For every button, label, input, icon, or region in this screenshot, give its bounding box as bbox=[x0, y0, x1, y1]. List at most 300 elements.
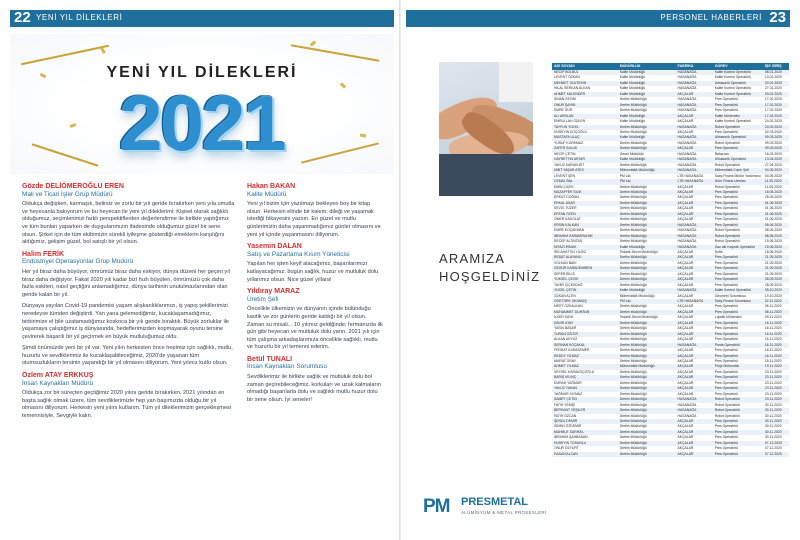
cell-position: Satış Finans Sorumlusu bbox=[713, 299, 763, 304]
cell-position: Kalite Kontrol Operatörü bbox=[713, 92, 763, 97]
cell-position: Satış Finans Müdür Yardımcısı bbox=[714, 173, 761, 178]
cell-name: HASAN ALCAN bbox=[552, 452, 618, 457]
cell-name: TAYFUN YÜCEL bbox=[552, 125, 618, 130]
cell-name: NECİP BOLBUL bbox=[552, 70, 618, 75]
cell-position: Pres Operatörü bbox=[713, 266, 763, 271]
cell-position: Kalite Mühendisi bbox=[713, 114, 763, 119]
cell-start-date: 09.03.2020 bbox=[763, 141, 789, 146]
cell-position: Kalite Kontrol Operatörü bbox=[713, 70, 763, 75]
cell-position: Geometri Sorumlusu bbox=[713, 294, 763, 299]
wish-paragraph: Dünyaya yayılan Covid-19 pandemisi yaşam alışkanlıklarımızı, iş yapış şekillerimizi neredeyse tümden değiştirdi. Yan yana gelemediğimiz, kucaklaşamadığımız, birbirimize el bile uzatamadığımız koskoca bir yılı geride bıraktık. Büyük zorluklar ile yaşamaya çalıştığımız iş dünyasında, hedeflerimizden kopmayarak oyunu tersine çevirerek başarılı bir yıl geçirmek en büyük mutluluğumuz oldu. bbox=[22, 303, 230, 340]
wish-paragraph: Öncelikle ülkemizin ve dünyanın içinde bulunduğu kaotik ve zor günlerin geride kaldığı bir yıl olsun. Zaman su misali... 10 yılımız geldiğinde; fermanızda ilk gün gibi heyecan ve mutluluk dolu yarın. 2021 yılı için tüm çalışma arkadaşlarımıza öncelikle sağlıklı, mutlu ve huzurlu bir yıl temenni ederim. bbox=[247, 306, 383, 351]
cell-position: Pres Operatörü bbox=[713, 103, 763, 108]
author-role: Kalite Müdürü bbox=[247, 190, 287, 198]
confetti bbox=[100, 47, 106, 54]
cell-plant: HASANAĞA bbox=[676, 408, 713, 413]
cell-department: Kalite Müdürlüğü bbox=[618, 70, 676, 75]
cell-start-date: 24.02.2020 bbox=[763, 119, 789, 124]
cell-start-date: 06.11.2020 bbox=[763, 304, 789, 309]
cell-position: Pres Operatörü bbox=[713, 441, 763, 446]
cell-department: Mühendislik Müdürlüğü bbox=[618, 168, 676, 173]
column-header-department: MÜDÜRLÜK bbox=[618, 63, 676, 70]
cell-start-date: 30.11.2020 bbox=[763, 430, 789, 435]
gold-streamer bbox=[291, 44, 380, 62]
cell-plant: AKÇALAR bbox=[676, 261, 713, 266]
cell-position: Pres Operatörü bbox=[713, 446, 763, 451]
cell-plant: HASANAĞA bbox=[676, 135, 713, 140]
right-page-number: 23 bbox=[769, 9, 786, 26]
cell-department: Üretim Müdürlüğü bbox=[618, 321, 676, 326]
cell-name: HÜSEYİN TOSUNLU bbox=[552, 441, 618, 446]
cell-position: Pres Operatörü bbox=[713, 392, 763, 397]
cell-position: Pres Operatörü bbox=[713, 419, 763, 424]
cell-position: Pres Operatörü bbox=[713, 348, 763, 353]
cell-start-date: 17.02.2020 bbox=[763, 103, 789, 108]
author-name: Yıldıray MARAZ bbox=[247, 288, 300, 296]
cell-start-date: 16.11.2020 bbox=[763, 326, 789, 331]
cell-plant: AKÇALAR bbox=[676, 185, 713, 190]
cell-department: Üretim Müdürlüğü bbox=[618, 206, 676, 211]
cell-plant: HASANAĞA bbox=[676, 125, 713, 130]
cell-position: Kalite Kontrol Operatörü bbox=[713, 119, 763, 124]
cell-start-date: 11.05.2020 bbox=[763, 179, 789, 184]
cell-department: Üretim Müdürlüğü bbox=[618, 337, 676, 342]
cell-plant: LTB HASANAĞA bbox=[676, 299, 713, 304]
cell-start-date: 21.09.2020 bbox=[763, 272, 789, 277]
cell-position: Pres Operatörü bbox=[713, 310, 763, 315]
cell-department: Üretim Müdürlüğü bbox=[618, 310, 676, 315]
cell-name: ALKAN AKYÜZ bbox=[552, 337, 618, 342]
logo-subtitle: ALÜMİNYUM & METAL PROSESLERİ bbox=[461, 510, 547, 515]
cell-start-date: 06.11.2020 bbox=[763, 310, 789, 315]
cell-start-date: 30.11.2020 bbox=[763, 424, 789, 429]
cell-plant: HASANAĞA bbox=[676, 70, 713, 75]
cell-name: ERKAL ASAR bbox=[552, 201, 618, 206]
table-body bbox=[552, 70, 789, 457]
cell-department: Üretim Müdürlüğü bbox=[618, 332, 676, 337]
cell-position: Pres Operatörü bbox=[713, 272, 763, 277]
cell-start-date: 23.11.2020 bbox=[763, 386, 789, 391]
column-header-plant: FABRİKA bbox=[676, 63, 713, 70]
cell-plant: HASANAĞA bbox=[676, 108, 713, 113]
cell-start-date: 16.11.2020 bbox=[763, 354, 789, 359]
cell-position: Proje Mühendisi bbox=[713, 364, 763, 369]
cell-name: NECİP ÇETİN bbox=[552, 152, 618, 157]
cell-start-date: 23.11.2020 bbox=[763, 375, 789, 380]
cell-position: Pres Operatörü bbox=[713, 277, 763, 282]
wish-paragraph: Her yıl biraz daha büyüyor, ömrümüz biraz daha eskiyor, dünya düzeni her geçen yıl biraz daha değişiyor. Fakat 2020 yılı kadar bizi hızlı büyüten, ömrümüzü çok daha fazla eskiten, nasıl geçtiğini anlamadığımız, dünya tarihinin unutulmazlarından olan geride kalan bir yıl. bbox=[22, 268, 231, 298]
cell-department: Üretim Müdürlüğü bbox=[618, 392, 676, 397]
cell-position: Robot Operatörü bbox=[713, 163, 763, 168]
cell-start-date: 19.10.2020 bbox=[763, 294, 789, 299]
cell-start-date: 30.11.2020 bbox=[763, 419, 789, 424]
cell-plant: AKÇALAR bbox=[676, 255, 713, 260]
cell-department: Üretim Müdürlüğü bbox=[618, 359, 676, 364]
cell-name: MUSTAFA ULUÇ bbox=[552, 135, 618, 140]
cell-plant: AKÇALAR bbox=[676, 386, 713, 391]
cell-name: AHMET KALENDER bbox=[552, 92, 618, 97]
cell-name: REDDY YILMAZ bbox=[552, 354, 618, 359]
cell-start-date: 16.03.2020 bbox=[763, 152, 789, 157]
cell-plant: HASANAĞA bbox=[676, 97, 713, 102]
cell-position: Ultrasonik Operatörü bbox=[713, 81, 763, 86]
cell-plant: AKÇALAR bbox=[676, 430, 713, 435]
cell-start-date: 02.03.2020 bbox=[763, 130, 789, 135]
wish-block bbox=[247, 356, 385, 405]
cell-name: TURAN ÖZLER bbox=[552, 332, 618, 337]
cell-position: Robot Operatörü bbox=[713, 403, 763, 408]
cell-plant: AKÇALAR bbox=[676, 326, 713, 331]
right-page bbox=[401, 0, 800, 540]
cell-name: ERKUT DOĞAN bbox=[552, 195, 618, 200]
cell-position: Pres Operatörü bbox=[713, 206, 763, 211]
cell-position: Şoför bbox=[713, 250, 763, 255]
cell-department: Üretim Müdürlüğü bbox=[618, 190, 676, 195]
cell-department: Üretim Müdürlüğü bbox=[618, 103, 676, 108]
cell-position: Robot Operatörü bbox=[713, 228, 763, 233]
cell-plant: HASANAĞA bbox=[676, 157, 713, 162]
cell-position: Pres Operatörü bbox=[713, 97, 763, 102]
left-page-number: 22 bbox=[14, 9, 31, 26]
cell-department: Tedarik Zinciri Müdürlüğü bbox=[618, 250, 676, 255]
cell-plant: HASANAĞA bbox=[676, 414, 713, 419]
cell-department: Üretim Müdürlüğü bbox=[618, 403, 676, 408]
gold-streamer bbox=[21, 45, 109, 66]
cell-plant: AKÇALAR bbox=[676, 130, 713, 135]
author-role: Endüstriyel Operasyonlar Grup Müdürü bbox=[22, 258, 134, 266]
cell-department: Üretim Müdürlüğü bbox=[618, 261, 676, 266]
cell-start-date: 19.11.2020 bbox=[763, 364, 789, 369]
cell-name: RECEP ALTINTAŞ bbox=[552, 239, 618, 244]
cell-department: Üretim Müdürlüğü bbox=[618, 283, 676, 288]
cell-position: Robot Operatörü bbox=[713, 239, 763, 244]
presmetal-logo bbox=[423, 494, 563, 524]
cell-start-date: 18.05.2020 bbox=[763, 190, 789, 195]
cell-department: Üretim Müdürlüğü bbox=[618, 125, 676, 130]
wish-paragraph: Oldukça değişken, karmaşık, belirsiz ve zorlu bir yılı geride bırakırken yeni yıla umutla ve heyecanla bakıyorum ve bu heyecan ile yeni yıl dileklerimi; Kişisel olarak sağlıklı olduğumuz, seçimlerimizi farklı perspektiflerden değerlendirme ile birlikte yaptığımız ve tüm bunları yaparken de duygularımızın ifadesinde olduğumuz güzel bir sene olsun. Şirket için de tüm ekibimizin sürekli iyileşme gösterdiği emeklerin karşılığını aldığımız, gelişim güzel, bol satışlı bir yıl olsun. bbox=[22, 201, 235, 246]
cell-plant: LTB HASANAĞA bbox=[676, 174, 713, 179]
cell-plant: AKÇALAR bbox=[676, 419, 713, 424]
cell-position: Pres Operatörü bbox=[713, 381, 763, 386]
hero-title: YENİ YIL DİLEKLERİ bbox=[106, 64, 298, 81]
cell-position: Robot Operatörü bbox=[713, 185, 763, 190]
cell-department: Üretim Müdürlüğü bbox=[618, 424, 676, 429]
cell-start-date: 30.11.2020 bbox=[763, 414, 789, 419]
cell-name: VEYSEL KARAKOÇOĞLU bbox=[552, 370, 618, 375]
cell-department: Tedarik Zinciri Müdürlüğü bbox=[618, 315, 676, 320]
cell-position: Pres Operatörü bbox=[713, 435, 763, 440]
cell-start-date: 02.11.2020 bbox=[763, 299, 789, 304]
cell-start-date: 30.11.2020 bbox=[763, 435, 789, 440]
cell-start-date: 23.11.2020 bbox=[763, 392, 789, 397]
logo-mark: PM bbox=[423, 496, 450, 517]
cell-name: YAVUZ YAKAN bbox=[552, 386, 618, 391]
cell-department: Üretim Müdürlüğü bbox=[618, 217, 676, 222]
cell-name: HÜSEYİN KOÇOĞLU bbox=[552, 130, 618, 135]
cell-department: Üretim Müdürlüğü bbox=[618, 108, 676, 113]
cell-start-date: 08.01.2020 bbox=[763, 70, 789, 75]
cell-position: Pres Operatörü bbox=[713, 108, 763, 113]
cell-plant: HASANAĞA bbox=[676, 403, 713, 408]
cell-plant: AKÇALAR bbox=[676, 348, 713, 353]
cell-position: Punta Operatörü bbox=[713, 343, 763, 348]
wish-block bbox=[247, 183, 385, 239]
cell-plant: HASANAĞA bbox=[676, 397, 713, 402]
wish-block bbox=[247, 288, 385, 352]
cell-department: Kalite Müdürlüğü bbox=[618, 135, 676, 140]
sleeve-shape bbox=[499, 62, 533, 102]
cell-plant: AKÇALAR bbox=[676, 250, 713, 255]
cell-name: HİLAL SERKAN ALKAN bbox=[552, 86, 618, 91]
cell-plant: HASANAĞA bbox=[676, 152, 713, 157]
cell-plant: HASANAĞA bbox=[676, 234, 713, 239]
cell-start-date: 21.09.2020 bbox=[763, 266, 789, 271]
cell-position: Pres Operatörü bbox=[713, 359, 763, 364]
cell-plant: HASANAĞA bbox=[676, 343, 713, 348]
cell-name: AHMET YILMAZ bbox=[552, 364, 618, 369]
cell-plant: HASANAĞA bbox=[676, 141, 713, 146]
cell-name: YASİN BAŞAR bbox=[552, 326, 618, 331]
cell-start-date: 01.06.2020 bbox=[763, 201, 789, 206]
cell-department: Genel Müdürlük bbox=[618, 152, 676, 157]
cell-plant: AKÇALAR bbox=[676, 370, 713, 375]
cell-position: Pres Operatörü bbox=[713, 354, 763, 359]
cell-start-date: 04.05.2020 bbox=[763, 168, 789, 173]
left-column bbox=[22, 180, 236, 425]
author-name: Betül TUNALI bbox=[247, 355, 293, 363]
wish-block bbox=[22, 372, 236, 421]
cell-plant: HASANAĞA bbox=[676, 75, 713, 80]
cell-department: Üretim Müdürlüğü bbox=[618, 408, 676, 413]
cell-position: Pres Operatörü bbox=[713, 370, 763, 375]
cell-position: Pres Operatörü bbox=[713, 375, 763, 380]
cell-start-date: 25.05.2020 bbox=[763, 195, 789, 200]
cell-position: Pres Operatörü bbox=[713, 321, 763, 326]
cell-department: Üretim Müdürlüğü bbox=[618, 255, 676, 260]
cell-position: Pres Operatörü bbox=[713, 304, 763, 309]
author-name: Yasemin DALAN bbox=[247, 243, 302, 251]
cell-name: YAĞMUR KIYMAZ bbox=[552, 392, 618, 397]
cell-plant: HASANAĞA bbox=[676, 168, 713, 173]
cell-plant: AKÇALAR bbox=[676, 294, 713, 299]
cell-plant: AKÇALAR bbox=[676, 277, 713, 282]
author-name: Gözde DELİÖMEROĞLU EREN bbox=[22, 183, 124, 190]
cell-position: Pres Operatörü bbox=[713, 326, 763, 331]
cell-department: Üretim Müdürlüğü bbox=[618, 326, 676, 331]
cell-start-date: 08.06.2020 bbox=[763, 234, 789, 239]
cell-department: Kalite Müdürlüğü bbox=[618, 81, 676, 86]
cell-start-date: 20.01.2020 bbox=[763, 81, 789, 86]
cell-department: Kalite Müdürlüğü bbox=[618, 114, 676, 119]
cell-department: Kalite Müdürlüğü bbox=[618, 119, 676, 124]
author-name: Özlem ATAY ERKKUŞ bbox=[22, 372, 94, 380]
cell-plant: AKÇALAR bbox=[676, 119, 713, 124]
cell-start-date: 04.05.2020 bbox=[763, 174, 789, 179]
cell-plant: AKÇALAR bbox=[676, 266, 713, 271]
cell-department: Üretim Müdürlüğü bbox=[618, 272, 676, 277]
author-role: İnsan Kaynakları Sorumlusu bbox=[247, 363, 327, 371]
cell-name: ÖMER KADOLAT bbox=[552, 217, 618, 222]
cell-name: EMRE GÜR bbox=[552, 108, 618, 113]
cell-name: REŞAT ALAYANLI bbox=[552, 255, 618, 260]
cell-department: Üretim Müdürlüğü bbox=[618, 223, 676, 228]
cell-name: ONUR ÖZYURT bbox=[552, 446, 618, 451]
cell-name: MUZAFFER SİLİK bbox=[552, 190, 618, 195]
cell-name: ONUR ŞAHİN bbox=[552, 103, 618, 108]
cell-start-date: 03.02.2020 bbox=[763, 92, 789, 97]
cell-position: Ultrasonik Operatörü bbox=[713, 157, 763, 162]
cell-plant: AKÇALAR bbox=[676, 217, 713, 222]
cell-name: SEFER BİLGİ bbox=[552, 272, 618, 277]
cell-department: PM Ltd. bbox=[618, 174, 676, 179]
cell-name: YÜCEL ÇETİN bbox=[552, 288, 618, 293]
cell-name: İBRAHİM KARAİBRAHİM bbox=[552, 234, 618, 239]
cell-name: FATİH YEMİŞ bbox=[552, 403, 618, 408]
cell-department: Üretim Müdürlüğü bbox=[618, 146, 676, 151]
cell-position: Pres Operatörü bbox=[713, 424, 763, 429]
cell-start-date: 09.03.2020 bbox=[763, 135, 789, 140]
cell-position: Kalite Kontrol Operatörü bbox=[713, 75, 763, 80]
cell-department: Kalite Müdürlüğü bbox=[618, 86, 676, 91]
cell-department: Üretim Müdürlüğü bbox=[618, 381, 676, 386]
cell-name: SEVGİ TÜZER bbox=[552, 206, 618, 211]
wish-block bbox=[22, 251, 236, 368]
cell-plant: AKÇALAR bbox=[676, 272, 713, 277]
cell-position: Robot Operatörü bbox=[713, 408, 763, 413]
cell-department: PM Ltd. bbox=[618, 299, 676, 304]
cell-plant: AKÇALAR bbox=[676, 446, 713, 451]
cell-department: Üretim Müdürlüğü bbox=[618, 277, 676, 282]
cell-position: Pres Operatörü bbox=[713, 190, 763, 195]
cell-plant: AKÇALAR bbox=[676, 321, 713, 326]
cell-department: Mühendislik Müdürlüğü bbox=[618, 294, 676, 299]
cell-department: Üretim Müdürlüğü bbox=[618, 435, 676, 440]
cell-plant: HASANAĞA bbox=[676, 228, 713, 233]
cell-department: PM Ltd. bbox=[618, 179, 676, 184]
cell-name: SAMET ÇETİN bbox=[552, 397, 618, 402]
cell-start-date: 30.11.2020 bbox=[763, 408, 789, 413]
cell-name: FERHAT KARASEMER bbox=[552, 348, 618, 353]
cell-plant: AKÇALAR bbox=[676, 310, 713, 315]
wish-paragraph: Şimdi önümüzde yeni bir yıl var. Yeni yılın herkesten önce hepimiz için sağlıklı, mutlu, huzurlu ve sevdiklerimiz ile kucaklaşabileceğimiz, 2020'de yaşanan tüm olumsuzlukların tersinin yaşandığı bir yıl olmasını diliyorum. Yeni yılınız kutlu olsun. bbox=[22, 345, 233, 367]
cell-position: Pres Operatörü bbox=[713, 452, 763, 457]
cell-start-date: 23.11.2020 bbox=[763, 397, 789, 402]
cell-start-date: 17.02.2020 bbox=[763, 108, 789, 113]
wish-block bbox=[22, 183, 236, 247]
cell-department: Üretim Müdürlüğü bbox=[618, 452, 676, 457]
cell-plant: AKÇALAR bbox=[676, 146, 713, 151]
cell-department: Üretim Müdürlüğü bbox=[618, 375, 676, 380]
cell-position: Robot Operatörü bbox=[713, 414, 763, 419]
cell-department: Üretim Müdürlüğü bbox=[618, 446, 676, 451]
cell-position: Pres Operatörü bbox=[713, 386, 763, 391]
cell-start-date: 01.06.2020 bbox=[763, 217, 789, 222]
cell-start-date: 16.11.2020 bbox=[763, 343, 789, 348]
right-column bbox=[247, 180, 385, 408]
cell-start-date: 07.12.2020 bbox=[763, 446, 789, 451]
sleeve-shape bbox=[439, 154, 533, 196]
cell-start-date: 15.06.2020 bbox=[763, 250, 789, 255]
cell-position: Robot Operatörü bbox=[713, 125, 763, 130]
cell-start-date: 08.06.2020 bbox=[763, 223, 789, 228]
author-name: Halim FERİK bbox=[22, 250, 65, 258]
cell-plant: AKÇALAR bbox=[676, 337, 713, 342]
cell-name: ERSİN KALKAN bbox=[552, 223, 618, 228]
author-role: İnsan Kaynakları Müdürü bbox=[22, 379, 94, 387]
cell-start-date: 17.02.2020 bbox=[763, 97, 789, 102]
cell-plant: AKÇALAR bbox=[676, 375, 713, 380]
wish-paragraph: Yeni yıl bizim için yazılmayı bekleyen boş bir kitap olsun. Herkesin elinde bir kalem; dileği ve yaşamak istediği hikayesini yazsın. En güzel ve mutlu günlerimizin daha yaşanmadığımız günler olmasını ve yeni yıl içinde yaşanmasını diliyorum. bbox=[247, 201, 381, 238]
wish-paragraph: Sevdiklerimiz ile birlikte sağlık ve mutluluk dolu bol zaman geçirebileceğimiz, korkuları ve uzak kalmaların olmadığı başarılarla dolu ve sağlıklı mutlu huzur dolu bir sene olsun. İyi seneler! bbox=[247, 374, 381, 403]
author-role: Üretim Şefi bbox=[247, 295, 279, 303]
cell-department: Üretim Müdürlüğü bbox=[618, 195, 676, 200]
table-header-row bbox=[552, 63, 789, 70]
cell-position: Robot Operatörü bbox=[713, 234, 763, 239]
cell-name: YUSUF KORKMAZ bbox=[552, 141, 618, 146]
cell-start-date: 18.11.2020 bbox=[763, 359, 789, 364]
cell-position: Pres Operatörü bbox=[713, 223, 763, 228]
cell-name: EMRAH YAĞMUR bbox=[552, 381, 618, 386]
author-role: Satış ve Pazarlama Kısım Yöneticisi bbox=[247, 250, 350, 258]
cell-start-date: 28.09.2020 bbox=[763, 277, 789, 282]
cell-plant: HASANAĞA bbox=[676, 239, 713, 244]
cell-start-date: 30.11.2020 bbox=[763, 403, 789, 408]
cell-position: Bahçıvan bbox=[713, 152, 763, 157]
cell-department: Üretim Müdürlüğü bbox=[618, 130, 676, 135]
logo-name: PRESMETAL bbox=[461, 496, 529, 508]
cell-name: LEVENT ŞEN bbox=[552, 174, 618, 179]
cell-plant: AKÇALAR bbox=[676, 452, 713, 457]
cell-name: YAVUZ KARAKURT bbox=[552, 163, 618, 168]
confetti bbox=[310, 40, 317, 46]
cell-department: Üretim Müdürlüğü bbox=[618, 348, 676, 353]
cell-plant: AKÇALAR bbox=[676, 283, 713, 288]
cell-start-date: 13.04.2020 bbox=[763, 157, 789, 162]
cell-start-date: 01.06.2020 bbox=[763, 206, 789, 211]
cell-department: Üretim Müdürlüğü bbox=[618, 370, 676, 375]
new-staff-table bbox=[552, 63, 789, 457]
cell-plant: HASANAĞA bbox=[676, 81, 713, 86]
left-header-bar bbox=[10, 10, 394, 27]
right-header-bar bbox=[406, 10, 790, 27]
cell-name: TAHİR ÇİÇEKDAĞ bbox=[552, 283, 618, 288]
cell-start-date: 08.06.2020 bbox=[763, 228, 789, 233]
welcome-heading: ARAMIZA HOŞGELDİNİZ bbox=[439, 251, 541, 284]
cell-name: MAHMUT SARIKEL bbox=[552, 430, 618, 435]
cell-position: Mühendislik Kısım Şefi bbox=[713, 168, 763, 173]
cell-start-date: 09.11.2020 bbox=[763, 315, 789, 320]
cell-name: ERTAN ÖZEN bbox=[552, 212, 618, 217]
hero-year: 2021 bbox=[119, 79, 285, 167]
right-section-title: PERSONEL HABERLERİ bbox=[660, 13, 762, 22]
cell-start-date: 23.11.2020 bbox=[763, 381, 789, 386]
cell-position: Ultrasonik Operatörü bbox=[713, 135, 763, 140]
cell-plant: AKÇALAR bbox=[676, 315, 713, 320]
cell-plant: AKÇALAR bbox=[676, 359, 713, 364]
cell-plant: HASANAĞA bbox=[676, 86, 713, 91]
cell-plant: AKÇALAR bbox=[676, 441, 713, 446]
new-year-hero bbox=[10, 34, 394, 174]
cell-department: Mühendislik Müdürlüğü bbox=[618, 364, 676, 369]
column-header-start-date: İŞE GİRİŞ bbox=[763, 63, 789, 70]
cell-start-date: 27.01.2020 bbox=[763, 86, 789, 91]
cell-name: EMİN ÇİÇEK bbox=[552, 185, 618, 190]
cell-department: Üretim Müdürlüğü bbox=[618, 397, 676, 402]
cell-position: Kalite Kontrol Operatörü bbox=[713, 86, 763, 91]
cell-department: Üretim Müdürlüğü bbox=[618, 386, 676, 391]
cell-name: BARIŞ KILINÇ bbox=[552, 375, 618, 380]
cell-position: Pres Operatörü bbox=[713, 217, 763, 222]
